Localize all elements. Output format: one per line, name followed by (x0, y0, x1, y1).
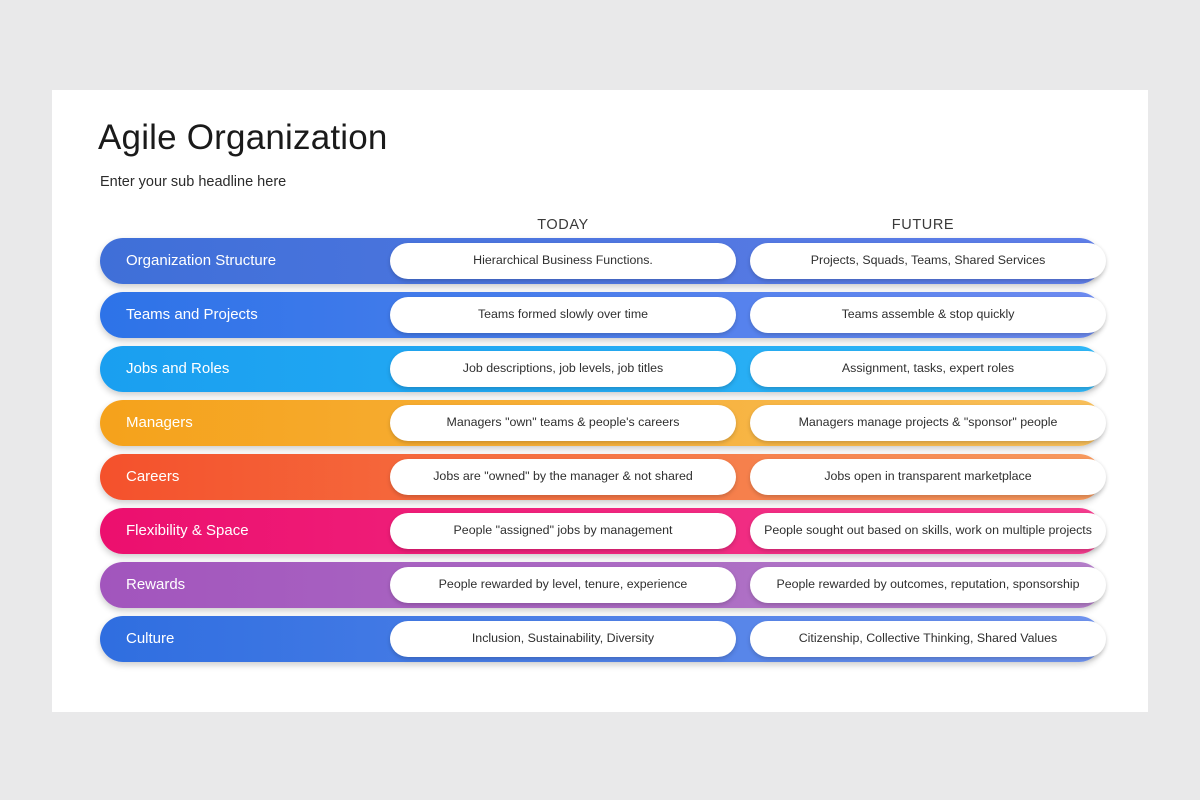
row-future-text: Jobs open in transparent marketplace (824, 469, 1032, 484)
comparison-row (100, 562, 1102, 608)
row-category-label: Organization Structure (126, 252, 277, 269)
comparison-row (100, 238, 1102, 284)
row-category-label: Teams and Projects (126, 306, 258, 323)
page-subtitle: Enter your sub headline here (100, 174, 287, 190)
comparison-rows (100, 238, 1102, 670)
row-future-cell (750, 297, 1106, 333)
row-today-cell (390, 567, 736, 603)
row-future-text: Teams assemble & stop quickly (841, 307, 1015, 322)
row-future-cell (750, 243, 1106, 279)
comparison-row (100, 292, 1102, 338)
row-category-label: Careers (126, 468, 180, 485)
comparison-row (100, 616, 1102, 662)
row-category-label: Rewards (126, 576, 186, 593)
row-future-cell (750, 621, 1106, 657)
row-today-cell (390, 513, 736, 549)
row-future-text: Projects, Squads, Teams, Shared Services (810, 253, 1046, 268)
row-today-text: Inclusion, Sustainability, Diversity (471, 631, 655, 646)
slide-canvas (52, 90, 1148, 712)
row-today-cell (390, 297, 736, 333)
row-today-text: Job descriptions, job levels, job titles (462, 361, 664, 376)
row-today-cell (390, 243, 736, 279)
comparison-row (100, 400, 1102, 446)
row-today-cell (390, 351, 736, 387)
row-today-text: People rewarded by level, tenure, experience (438, 577, 688, 592)
row-future-cell (750, 459, 1106, 495)
row-future-cell (750, 513, 1106, 549)
row-future-cell (750, 567, 1106, 603)
row-today-cell (390, 405, 736, 441)
comparison-row (100, 454, 1102, 500)
comparison-row (100, 508, 1102, 554)
row-category-label: Jobs and Roles (126, 360, 230, 377)
row-today-cell (390, 621, 736, 657)
row-future-text: Citizenship, Collective Thinking, Shared Values (798, 631, 1058, 646)
page-title: Agile Organization (98, 118, 388, 157)
row-future-text: People sought out based on skills, work on multiple projects (764, 523, 1092, 538)
row-future-text: Assignment, tasks, expert roles (841, 361, 1015, 376)
row-future-text: Managers manage projects & "sponsor" people (798, 415, 1058, 430)
row-today-text: Jobs are "owned" by the manager & not shared (433, 469, 693, 484)
column-header-today: TODAY (537, 217, 589, 233)
row-today-text: People "assigned" jobs by management (453, 523, 673, 538)
row-category-label: Flexibility & Space (126, 522, 249, 539)
row-future-text: People rewarded by outcomes, reputation, sponsorship (776, 577, 1080, 592)
row-category-label: Culture (126, 630, 175, 647)
row-today-text: Teams formed slowly over time (477, 307, 649, 322)
row-future-cell (750, 405, 1106, 441)
row-category-label: Managers (126, 414, 193, 431)
comparison-row (100, 346, 1102, 392)
row-today-cell (390, 459, 736, 495)
row-today-text: Hierarchical Business Functions. (473, 253, 653, 268)
row-today-text: Managers "own" teams & people's careers (446, 415, 680, 430)
column-header-future: FUTURE (891, 217, 955, 233)
row-future-cell (750, 351, 1106, 387)
